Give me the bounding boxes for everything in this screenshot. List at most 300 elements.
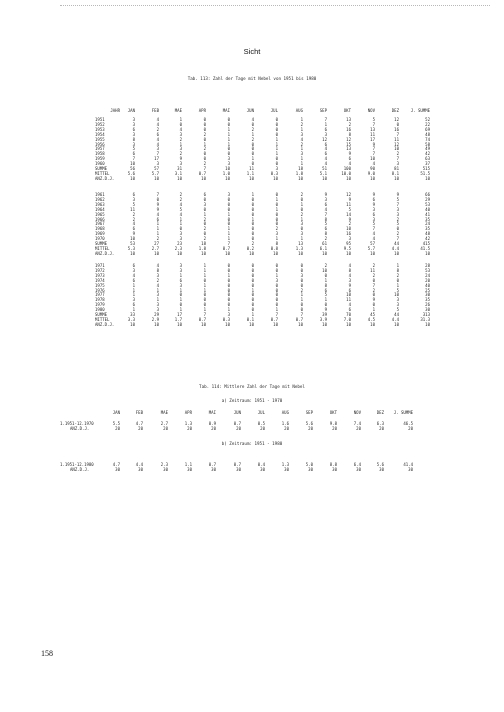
table-cell: 10 — [425, 250, 430, 256]
table-cell: 1 — [251, 192, 254, 197]
section-heading: Sicht — [243, 47, 261, 56]
table-cell: 10 — [370, 175, 375, 181]
table-cell: 1 — [156, 231, 159, 237]
table-cell: 1 — [300, 117, 303, 122]
table-cell: 10 — [346, 226, 351, 232]
table-cell: 1 — [300, 156, 303, 162]
table-cell: 0 — [300, 196, 303, 202]
table-cell: 30 — [284, 466, 289, 472]
table-cell: 9 — [156, 201, 159, 207]
table-cell: 0 — [227, 206, 230, 212]
table-cell: 1 — [251, 312, 254, 317]
table-cell: 15 — [346, 141, 351, 147]
table-cell: 10 — [298, 175, 303, 181]
table-cell: 8 — [324, 231, 327, 237]
table-cell: 7 — [396, 236, 399, 242]
table-114-caption: Tab. 114: Mittlere Zahl der Tage mit Nebel — [199, 384, 305, 389]
table-cell: 0 — [203, 297, 206, 303]
row-label: ANZ.D.J. — [70, 466, 90, 472]
row-label: 1959 — [95, 156, 105, 162]
table-cell: 1 — [132, 282, 135, 288]
table-cell: 1 — [179, 216, 182, 222]
row-label: 1975 — [95, 282, 105, 288]
column-header: JUN — [246, 108, 254, 113]
table-cell: 2 — [203, 131, 206, 137]
table-cell: 30 — [115, 466, 120, 472]
table-cell: 1 — [396, 282, 399, 288]
table-cell: 10 — [346, 175, 351, 181]
table-cell: 10 — [394, 292, 399, 298]
table-cell: 6 — [156, 216, 159, 222]
row-label: 1974 — [95, 277, 105, 283]
table-cell: 40 — [425, 282, 430, 288]
table-cell: 8.8 — [329, 462, 337, 467]
table-cell: 4 — [348, 302, 351, 308]
table-cell: 3 — [156, 146, 159, 152]
table-cell: 11 — [370, 131, 375, 137]
table-cell: 10 — [201, 321, 206, 327]
row-label: 1960 — [95, 161, 105, 167]
table-cell: 6 — [132, 192, 135, 197]
table-cell: 100 — [343, 166, 351, 171]
table-cell: 3 — [396, 206, 399, 212]
table-cell: 2 — [179, 136, 182, 142]
table-cell: 17 — [177, 312, 182, 317]
table-cell: 1 — [251, 156, 254, 162]
table-cell: 9 — [372, 141, 375, 147]
table-cell: 30 — [260, 466, 265, 472]
table-cell: 8 — [132, 136, 135, 142]
table-cell: 6 — [324, 287, 327, 293]
table-cell: 9 — [324, 192, 327, 197]
table-cell: 0.3 — [270, 170, 278, 176]
table-cell: 6 — [132, 263, 135, 268]
table-cell: 5.7 — [367, 245, 375, 251]
table-cell: 4 — [324, 156, 327, 162]
table-cell: 10 — [130, 250, 135, 256]
table-cell: 53 — [425, 267, 430, 273]
table-cell: 4 — [156, 141, 159, 147]
table-cell: 6 — [132, 226, 135, 232]
table-cell: 4 — [372, 231, 375, 237]
table-cell: 1 — [132, 292, 135, 298]
row-label: 1957 — [95, 146, 105, 152]
table-cell: 1 — [251, 287, 254, 293]
table-cell: 18 — [298, 166, 303, 171]
table-cell: 37 — [425, 161, 430, 167]
table-cell: 0 — [275, 201, 278, 207]
table-cell: 0.4 — [257, 462, 265, 467]
table-cell: 0.7 — [233, 462, 241, 467]
table-cell: 1.0 — [222, 170, 230, 176]
table-cell: 0 — [251, 267, 254, 273]
table-cell: 4 — [179, 201, 182, 207]
table-cell: 2.7 — [151, 245, 159, 251]
table-cell: 35 — [425, 297, 430, 303]
table-cell: 1 — [179, 307, 182, 313]
row-label: 1956 — [95, 141, 105, 147]
table-cell: 10 — [249, 321, 254, 327]
table-cell: 2 — [300, 192, 303, 197]
table-cell: 1.1 — [246, 170, 254, 176]
table-cell: 5.3 — [127, 245, 135, 251]
table-cell: 0 — [203, 121, 206, 127]
table-cell: 10 — [370, 250, 375, 256]
table-cell: 0.3 — [222, 316, 230, 322]
table-cell: 6 — [324, 151, 327, 157]
table-cell: 0 — [227, 263, 230, 268]
table-cell: 2 — [179, 151, 182, 157]
table-cell: 6 — [132, 126, 135, 132]
table-cell: 27 — [154, 241, 159, 246]
table-cell: 2 — [300, 121, 303, 127]
column-header: DEZ — [376, 410, 384, 415]
table-cell: 0 — [227, 277, 230, 283]
table-cell: 1 — [372, 307, 375, 313]
table-cell: 5 — [372, 221, 375, 227]
table-cell: 20 — [236, 425, 241, 431]
table-cell: 5 — [132, 146, 135, 152]
table-cell: 3 — [132, 117, 135, 122]
table-cell: 313 — [422, 312, 430, 317]
table-cell: 1 — [179, 297, 182, 303]
table-cell: 20 — [408, 425, 413, 431]
row-label: 1976 — [95, 287, 105, 293]
table-cell: 1.8 — [198, 245, 206, 251]
row-label: MITTEL — [95, 170, 110, 176]
table-cell: 2 — [396, 216, 399, 222]
table-cell: 1 — [275, 236, 278, 242]
table-cell: 39 — [322, 312, 327, 317]
table-cell: 0 — [251, 161, 254, 167]
table-cell: 3 — [156, 161, 159, 167]
table-cell: 3.3 — [127, 316, 135, 322]
table-cell: 1 — [300, 201, 303, 207]
row-label: 1963 — [95, 201, 105, 207]
table-cell: 3 — [227, 161, 230, 167]
table-cell: 3 — [324, 131, 327, 137]
table-cell: 6 — [156, 131, 159, 137]
table-cell: 1 — [396, 263, 399, 268]
table-cell: 7 — [156, 151, 159, 157]
table-cell: 3 — [227, 156, 230, 162]
row-label: 1971 — [95, 263, 105, 268]
table-cell: 9 — [348, 282, 351, 288]
column-header: MAE — [174, 108, 182, 113]
table-cell: 0 — [179, 302, 182, 308]
table-cell: 30 — [425, 292, 430, 298]
table-cell: 6 — [348, 307, 351, 313]
table-cell: 3 — [300, 221, 303, 227]
column-header: NOV — [353, 410, 361, 415]
table-cell: 16 — [346, 126, 351, 132]
table-cell: 0 — [227, 292, 230, 298]
table-cell: 1 — [203, 307, 206, 313]
table-cell: 3 — [179, 263, 182, 268]
table-cell: 3 — [132, 267, 135, 273]
table-cell: 3 — [227, 312, 230, 317]
table-cell: 0.1 — [246, 316, 254, 322]
table-cell: 42 — [425, 236, 430, 242]
table-cell: 9.8 — [329, 421, 337, 426]
table-cell: 0 — [275, 126, 278, 132]
table-cell: 0 — [203, 277, 206, 283]
column-header: NOV — [367, 108, 375, 113]
table-cell: 5.0 — [305, 462, 313, 467]
table-cell: 1.8 — [295, 170, 303, 176]
table-cell: 0 — [300, 226, 303, 232]
table-cell: 10 — [394, 146, 399, 152]
table-cell: 1 — [227, 226, 230, 232]
row-label: 1958 — [95, 151, 105, 157]
row-label: 1.1951-12.1980 — [60, 462, 94, 467]
table-cell: 20 — [379, 425, 384, 431]
row-label: 1965 — [95, 211, 105, 217]
table-cell: 3 — [132, 297, 135, 303]
table-cell: 30 — [308, 466, 313, 472]
table-cell: 6 — [372, 196, 375, 202]
table-cell: 22 — [425, 121, 430, 127]
table-cell: 0 — [203, 221, 206, 227]
table-cell: 2 — [396, 231, 399, 237]
table-cell: 2 — [203, 226, 206, 232]
table-cell: 1.7 — [174, 316, 182, 322]
table-cell: 2 — [372, 263, 375, 268]
table-cell: 30 — [408, 466, 413, 472]
table-cell: 7 — [324, 211, 327, 217]
table-cell: 49 — [425, 146, 430, 152]
table-cell: 5.6 — [376, 462, 384, 467]
table-cell: 1 — [156, 221, 159, 227]
table-cell: 10 — [130, 236, 135, 242]
table-cell: 17 — [154, 156, 159, 162]
table-cell: 0 — [203, 136, 206, 142]
table-cell: 3 — [179, 161, 182, 167]
table-cell: 1 — [203, 287, 206, 293]
table-cell: 5 — [396, 221, 399, 227]
table-cell: 41 — [425, 211, 430, 217]
row-label: 1954 — [95, 131, 105, 137]
table-cell: 10 — [322, 321, 327, 327]
column-header: DEZ — [391, 108, 399, 113]
table-cell: 20 — [187, 425, 192, 431]
table-cell: 29 — [154, 312, 159, 317]
table-cell: 0 — [179, 292, 182, 298]
table-cell: 7 — [396, 131, 399, 137]
table-cell: 4 — [179, 211, 182, 217]
table-cell: 1 — [275, 272, 278, 278]
table-cell: 0 — [396, 277, 399, 283]
table-cell: 0.2 — [246, 245, 254, 251]
column-header: OKT — [343, 108, 351, 113]
table-cell: 1 — [251, 216, 254, 222]
table-cell: 10 — [394, 321, 399, 327]
table-cell: 3 — [179, 267, 182, 273]
table-cell: 48 — [425, 231, 430, 237]
table-cell: 9 — [348, 151, 351, 157]
table-cell: 10 — [346, 250, 351, 256]
table-cell: 0.7 — [270, 316, 278, 322]
row-label: 1964 — [95, 206, 105, 212]
table-cell: 0 — [227, 201, 230, 207]
table-cell: 0 — [396, 226, 399, 232]
page-number: 158 — [41, 649, 53, 658]
table-cell: 7 — [372, 146, 375, 152]
table-cell: 4 — [348, 161, 351, 167]
table-cell: 10 — [370, 156, 375, 162]
table-cell: 1 — [156, 297, 159, 303]
table-cell: 81 — [394, 166, 399, 171]
table-cell: 10 — [249, 175, 254, 181]
table-cell: 48 — [425, 131, 430, 137]
table-cell: 20 — [260, 425, 265, 431]
row-label: ANZ.D.J. — [70, 425, 90, 431]
table-cell: 1 — [300, 236, 303, 242]
table-cell: 66 — [425, 192, 430, 197]
row-label: 1980 — [95, 307, 105, 313]
table-cell: 10 — [394, 250, 399, 256]
table-cell: 3 — [179, 146, 182, 152]
table-cell: 30 — [379, 466, 384, 472]
table-cell: 2 — [251, 241, 254, 246]
row-label: 1.1951-12.1970 — [60, 421, 94, 426]
table-cell: 2.3 — [160, 462, 168, 467]
table-cell: 3 — [179, 236, 182, 242]
table-cell: 10 — [425, 321, 430, 327]
table-cell: 7.0 — [343, 316, 351, 322]
table-cell: 4 — [132, 221, 135, 227]
table-cell: 1 — [300, 126, 303, 132]
column-header: MAI — [222, 108, 230, 113]
table-cell: 41.4 — [403, 462, 413, 467]
table-cell: 10 — [201, 175, 206, 181]
table-cell: 3 — [156, 292, 159, 298]
table-cell: 0 — [251, 277, 254, 283]
table-cell: 1 — [324, 277, 327, 283]
row-label: 1972 — [95, 267, 105, 273]
table-cell: 10 — [298, 250, 303, 256]
table-cell: 1 — [275, 307, 278, 313]
table-cell: 5 — [132, 201, 135, 207]
table-cell: 6.1 — [319, 245, 327, 251]
table-cell: 1 — [132, 287, 135, 293]
table-cell: 0 — [251, 196, 254, 202]
table-cell: 4.4 — [391, 245, 399, 251]
table-cell: 0 — [251, 201, 254, 207]
table-113-caption: Tab. 113: Zahl der Tage mit Nebel von 1951 bis 1980 — [187, 76, 317, 81]
table-cell: 63 — [425, 156, 430, 162]
table-cell: 2 — [203, 161, 206, 167]
table-cell: 1 — [227, 126, 230, 132]
table-cell: 9 — [324, 307, 327, 313]
table-cell: 3 — [372, 206, 375, 212]
table-cell: 4 — [156, 211, 159, 217]
table-cell: 0 — [227, 196, 230, 202]
table-cell: 1.1 — [184, 462, 192, 467]
table-cell: 3 — [300, 272, 303, 278]
table-cell: 2 — [396, 272, 399, 278]
row-label: 1969 — [95, 231, 105, 237]
table-cell: 3 — [227, 192, 230, 197]
table-cell: 10 — [346, 292, 351, 298]
table-cell: 2 — [251, 126, 254, 132]
table-cell: 0 — [300, 277, 303, 283]
table-cell: 7 — [227, 241, 230, 246]
table-cell: 2 — [348, 221, 351, 227]
table-cell: 7 — [372, 282, 375, 288]
table-cell: 10 — [154, 250, 159, 256]
table-cell: 3 — [132, 141, 135, 147]
table-cell: 0 — [275, 292, 278, 298]
table-cell: 4 — [348, 272, 351, 278]
table-cell: 0 — [300, 206, 303, 212]
table-cell: 1.3 — [295, 245, 303, 251]
table-cell: 1 — [227, 236, 230, 242]
row-label: 1979 — [95, 302, 105, 308]
table-cell: 10 — [177, 175, 182, 181]
table-cell: 4 — [156, 282, 159, 288]
table-cell: 1 — [179, 287, 182, 293]
table-cell: 7 — [396, 201, 399, 207]
table-cell: 12 — [394, 117, 399, 122]
table-cell: 10 — [177, 321, 182, 327]
table-cell: 6.3 — [376, 421, 384, 426]
table-cell: 25 — [425, 287, 430, 293]
table-cell: 11 — [249, 166, 254, 171]
table-cell: 0 — [203, 156, 206, 162]
table-cell: 0 — [251, 292, 254, 298]
table-cell: 11 — [394, 136, 399, 142]
table-cell: 2 — [179, 192, 182, 197]
table-cell: 10 — [322, 250, 327, 256]
table-cell: 28 — [425, 263, 430, 268]
column-header: FEB — [151, 108, 159, 113]
table-cell: 4 — [156, 263, 159, 268]
table-cell: 3 — [275, 277, 278, 283]
table-cell: 20 — [138, 425, 143, 431]
table-cell: 20 — [308, 425, 313, 431]
table-cell: 53 — [130, 241, 135, 246]
row-label: SUMME — [95, 312, 108, 317]
table-cell: 10 — [225, 321, 230, 327]
table-cell: 30 — [138, 466, 143, 472]
table-cell: 1.6 — [281, 421, 289, 426]
table-cell: 3 — [300, 231, 303, 237]
row-label: 1967 — [95, 221, 105, 227]
table-cell: 2 — [324, 263, 327, 268]
table-cell: 57 — [370, 241, 375, 246]
table-cell: 13 — [298, 241, 303, 246]
table-cell: 10 — [154, 175, 159, 181]
table-cell: 1 — [227, 272, 230, 278]
table-cell: 3 — [396, 161, 399, 167]
table-cell: 0 — [275, 287, 278, 293]
table-cell: 4 — [324, 161, 327, 167]
table-cell: 90 — [370, 166, 375, 171]
table-cell: 4 — [372, 161, 375, 167]
table-cell: 0 — [275, 263, 278, 268]
table-cell: 3 — [300, 131, 303, 137]
table-cell: 4.4 — [391, 316, 399, 322]
table-cell: 4 — [251, 117, 254, 122]
table-cell: 2 — [156, 236, 159, 242]
table-cell: 3 — [156, 302, 159, 308]
table-cell: 0.7 — [208, 462, 216, 467]
table-cell: 10 — [225, 166, 230, 171]
table-cell: 11 — [130, 206, 135, 212]
table-cell: 4 — [324, 146, 327, 152]
table-cell: 4 — [156, 117, 159, 122]
